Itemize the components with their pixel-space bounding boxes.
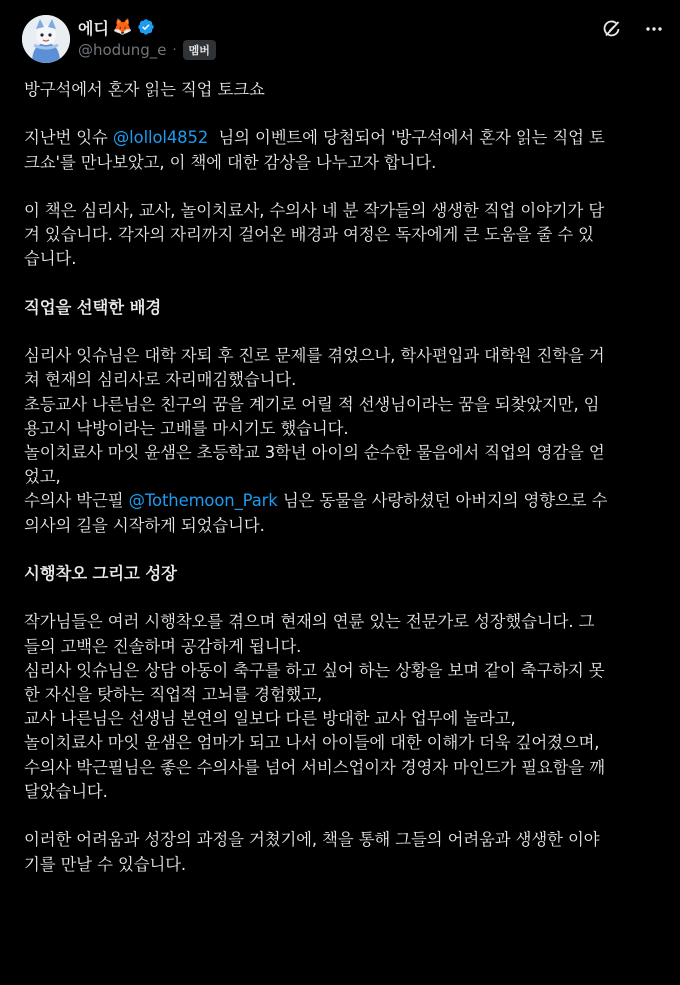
grok-icon[interactable]	[602, 19, 622, 39]
paragraph-6: 이러한 어려움과 성장의 과정을 거쳤기에, 책을 통해 그들의 어려움과 생생한 이야 기를 만날 수 있습니다.	[24, 830, 600, 874]
paragraph-2: 이 책은 심리사, 교사, 놀이치료사, 수의사 네 분 작가들의 생생한 직업 이야기가 담 겨 있습니다. 각자의 자리까지 걸어온 배경과 여정은 독자에게 큰 도움을 줄 수 있 습니다.	[24, 201, 605, 269]
section-heading-growth: 시행착오 그리고 성장	[24, 564, 177, 584]
verified-badge-icon	[137, 18, 155, 36]
header-actions	[602, 15, 664, 39]
fox-emoji-icon: 🦊	[112, 17, 133, 36]
member-badge: 멤버	[183, 40, 216, 60]
display-name[interactable]: 에디	[78, 18, 109, 38]
avatar[interactable]	[22, 15, 70, 63]
paragraph-4-text: 수의사 박근필	[24, 491, 129, 511]
handle-row	[78, 39, 216, 61]
paragraph-1-text: 지난번 잇슈	[24, 128, 113, 148]
author-identity	[78, 15, 216, 61]
paragraph-5: 작가님들은 여러 시행착오를 겪으며 현재의 연륜 있는 전문가로 성장했습니다. 그 들의 고백은 진솔하며 공감하게 됩니다. 심리사 잇슈님은 상담 아동이 축구를 하고 싶어 하는 상황을 보며 같이 축구하지 못 한 자신을 탓하는 직업적 고뇌를 경험했고, 교사 나른님은 선생님 본연의 일보다 다른 방대한 교사 업무에 놀라고, 놀이치료사 마잇 윤샘은 엄마가 되고 나서 아이들에 대한 이해가 더욱 깊어졌으며, 수의사 박근필님은 좋은 수의사를 넘어 서비스업이자 경영자 마인드가 필요함을 깨 달았습니다.	[24, 612, 605, 801]
avatar-image	[22, 15, 70, 63]
post-text	[24, 78, 664, 877]
mention-link[interactable]: @Tothemoon_Park	[128, 491, 278, 511]
section-heading-background: 직업을 선택한 배경	[24, 297, 162, 317]
paragraph-4-rest: 님은 동물을 사랑하셨던 아버지의 영향으로 수 의사의 길을 시작하게 되었습니다.	[24, 491, 608, 535]
user-handle[interactable]: @hodung_e	[78, 41, 167, 59]
post-title: 방구석에서 혼자 읽는 직업 토크쇼	[24, 80, 265, 99]
paragraph-3: 심리사 잇슈님은 대학 자퇴 후 진로 문제를 겪었으나, 학사편입과 대학원 진학을 거 쳐 현재의 심리사로 자리매김했습니다. 초등교사 나른님은 친구의 꿈을 계기로 어릴 적 선생님이라는 꿈을 되찾았지만, 임 용고시 낙방이라는 고배를 마시기도 했습니다. 놀이치료사 마잇 윤샘은 초등학교 3학년 아이의 순수한 물음에서 직업의 영감을 얻 었고,	[24, 346, 605, 487]
mention-link[interactable]: @lollol4852	[112, 128, 209, 148]
separator-dot: ·	[172, 42, 177, 58]
post-header	[24, 15, 664, 71]
paragraph-1-rest: 님의 이벤트에 당첨되어 '방구석에서 혼자 읽는 직업 토 크쇼'를 만나보았고, 이 책에 대한 감상을 나누고자 합니다.	[24, 128, 605, 172]
more-options-icon[interactable]	[644, 19, 664, 39]
name-row	[78, 16, 216, 38]
